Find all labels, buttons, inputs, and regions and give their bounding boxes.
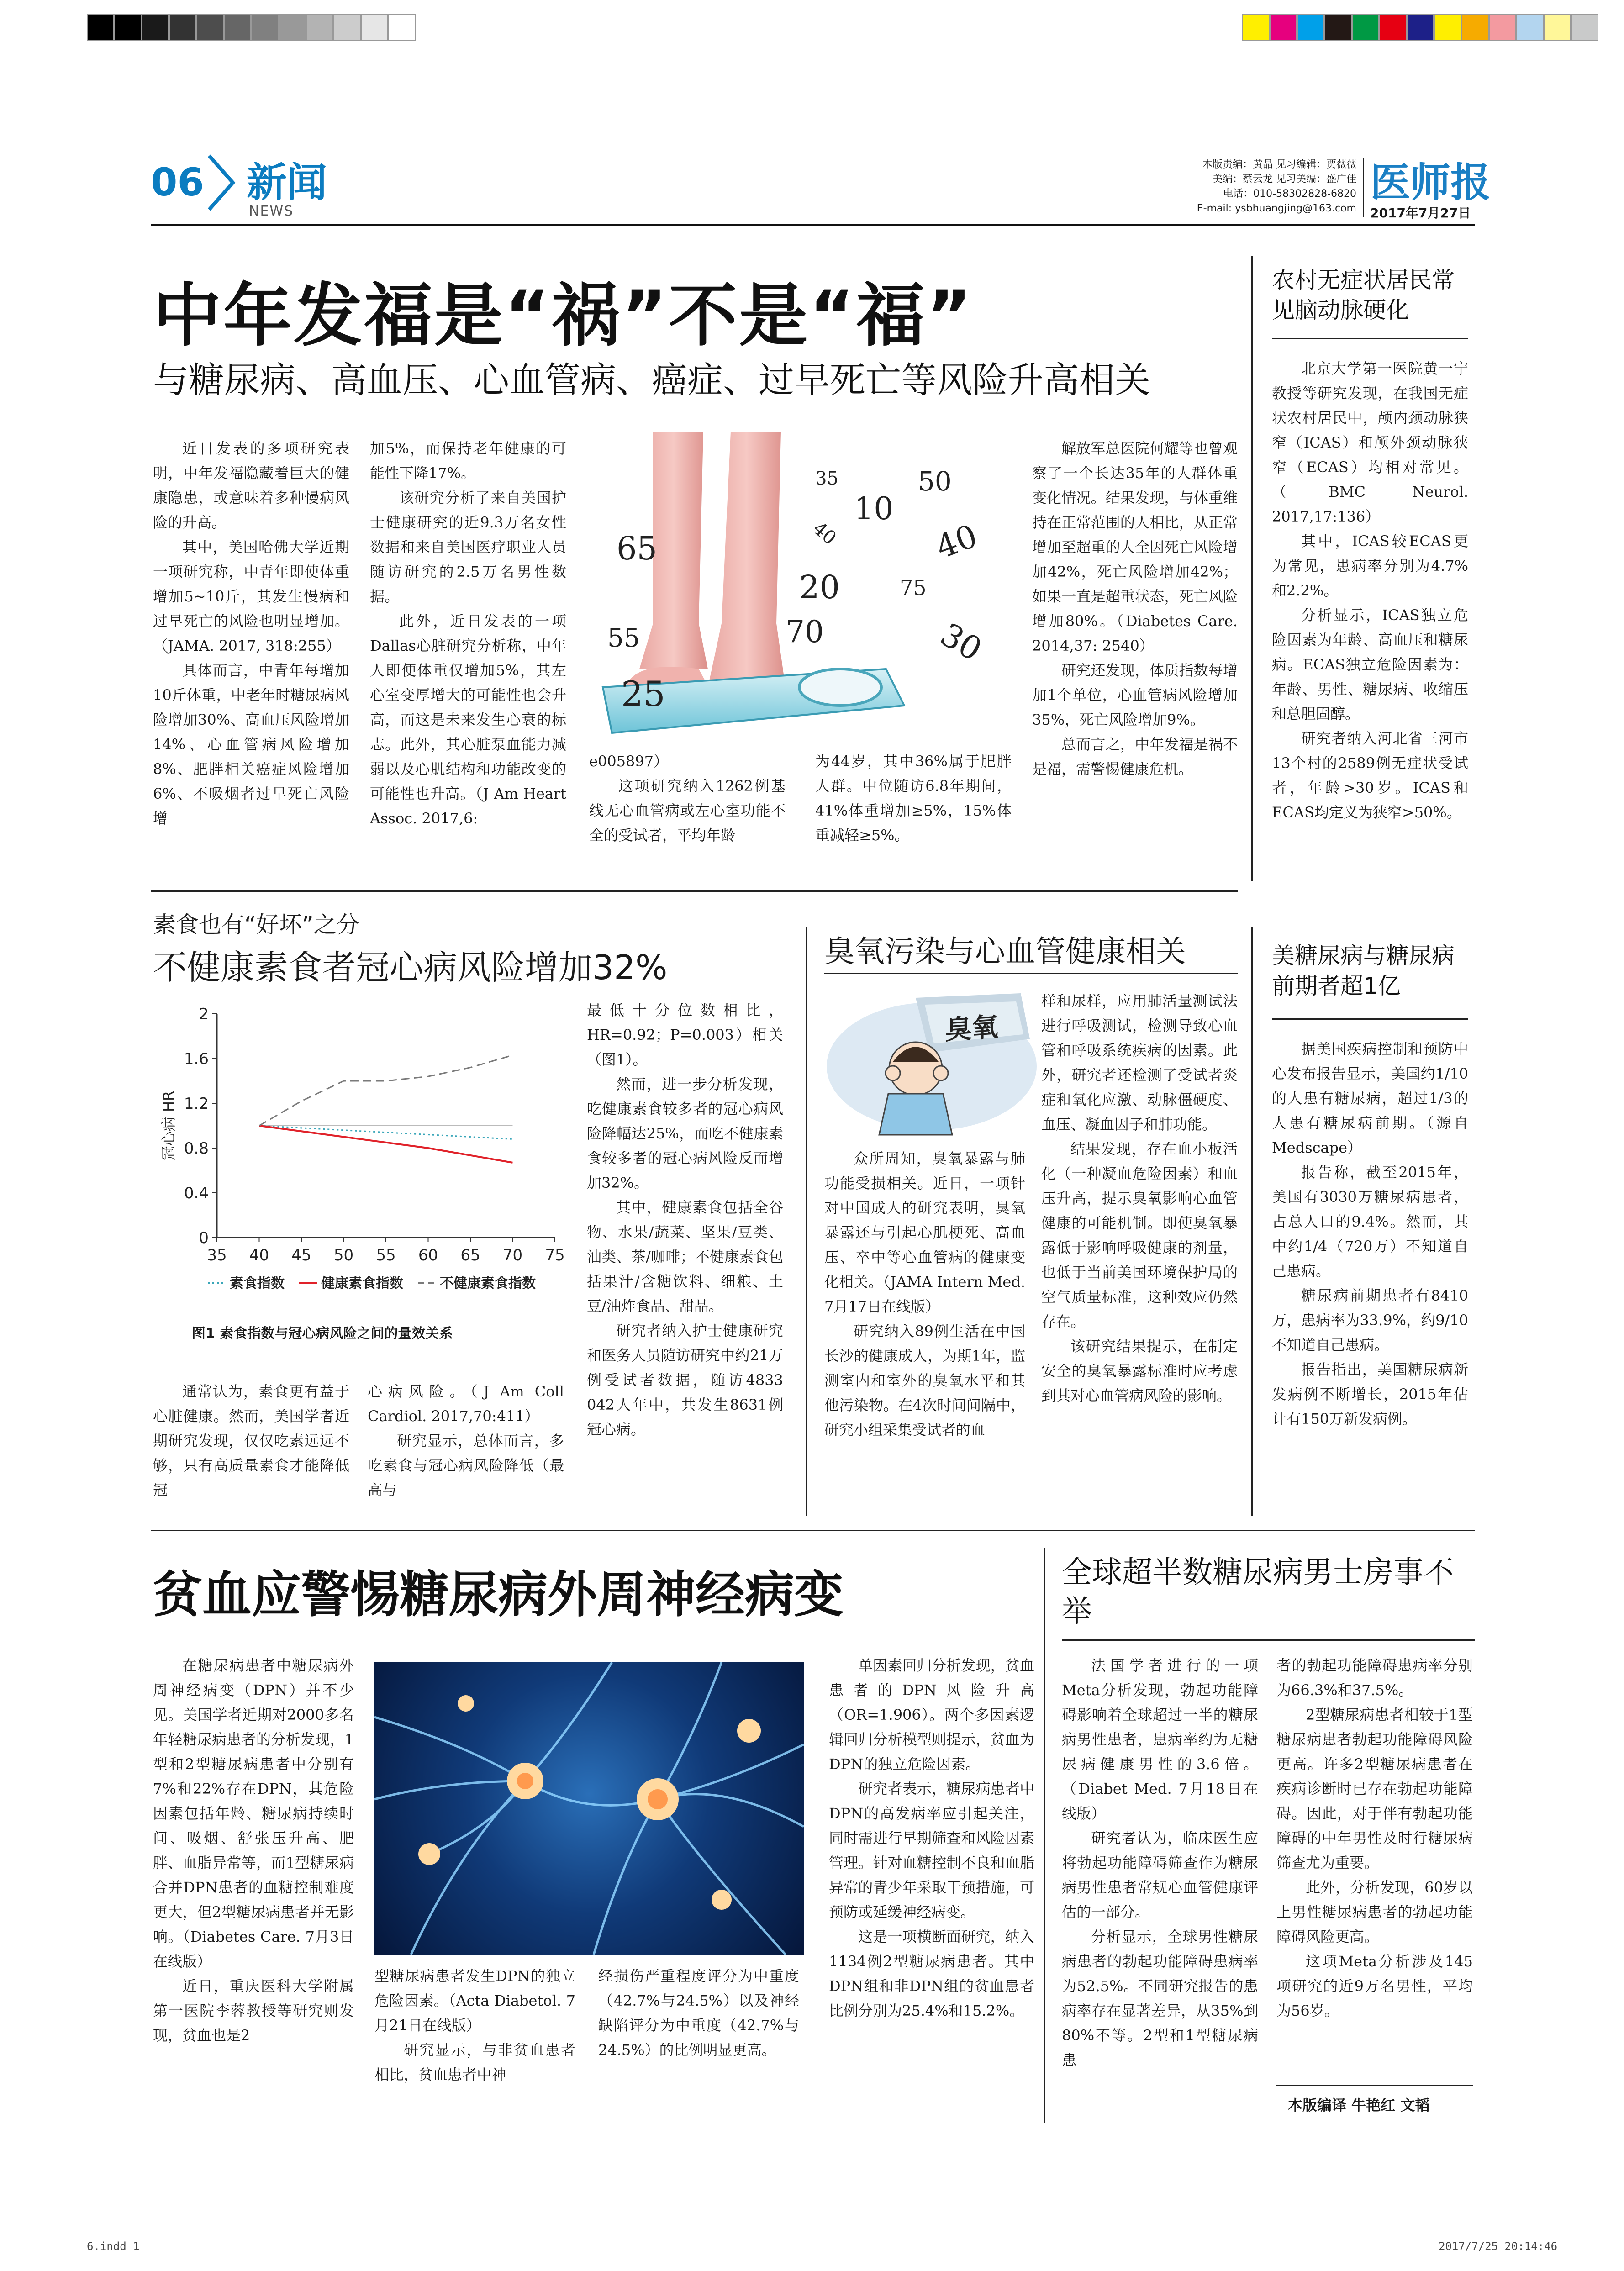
gray-swatch — [333, 14, 361, 41]
color-swatch — [1407, 14, 1434, 41]
y-tick-label: 1.6 — [184, 1050, 209, 1068]
article-subtitle: 与糖尿病、高血压、心血管病、癌症、过早死亡等风险升高相关 — [153, 360, 1151, 401]
paragraph: 报告指出，美国糖尿病新发病例不断增长，2015年估计有150万新发病例。 — [1272, 1361, 1468, 1428]
paragraph: 研究者纳入河北省三河市13个村的2589例无症状受试者，年龄>30岁。ICAS和ECAS均定义为狭窄>50%。 — [1272, 730, 1468, 821]
paragraph: 据美国疾病控制和预防中心发布报告显示，美国约1/10的人患有糖尿病，超过1/3的人患有糖尿病前期。（源自Medscape） — [1272, 1040, 1468, 1156]
scale-number: 35 — [815, 468, 838, 489]
article-column — [815, 749, 1012, 872]
article-column — [1032, 436, 1238, 875]
series-line — [259, 1055, 513, 1126]
x-tick-label: 50 — [333, 1246, 354, 1265]
gray-swatch — [388, 14, 416, 41]
gray-swatch — [224, 14, 251, 41]
sidebar-rule — [1272, 1018, 1468, 1020]
color-swatch — [1516, 14, 1544, 41]
paragraph: 这项研究纳入1262例基线无心血管病或左心室功能不全的受试者，平均年龄 — [589, 777, 786, 844]
paragraph: 研究还发现，体质指数每增加1个单位，心血管病风险增加35%，死亡风险增加9%。 — [1032, 662, 1238, 728]
paragraph: 总而言之，中年发福是祸不是福，需警惕健康危机。 — [1032, 736, 1238, 778]
article-column — [153, 1653, 354, 2123]
paragraph: 众所周知，臭氧暴露与肺功能受损相关。近日，一项针对中国成人的研究表明，臭氧暴露还与引起心肌梗死、高血压、卒中等心血管病的健康变化相关。（JAMA Intern Med. 7月17日在线版） — [824, 1150, 1025, 1315]
paragraph: 在糖尿病患者中糖尿病外周神经病变（DPN）并不少见。美国学者近期对2000多名年轻糖尿病患者的分析发现，1型和2型糖尿病患者中分别有7%和22%存在DPN，其危险因素包括年龄、糖尿病持续时间、吸烟、舒张压升高、肥胖、血脂异常等，而1型糖尿病合并DPN患者的血糖控制难度更大，但2型糖尿病患者并无影响。（Diabetes Care. 7月3日在线版） — [153, 1657, 354, 1970]
credit-line: 美编：蔡云龙 见习美编：盛广佳 — [1213, 174, 1356, 185]
paragraph: 者的勃起功能障碍患病率分别为66.3%和37.5%。 — [1276, 1657, 1473, 1699]
article-column — [1276, 1653, 1473, 2082]
x-tick-label: 45 — [291, 1246, 311, 1265]
scale-number: 40 — [809, 518, 840, 549]
byline-rule — [1276, 2085, 1473, 2086]
scale-illustration — [585, 432, 1018, 747]
paragraph: 研究显示，总体而言，多吃素食与冠心病风险降低（最高与 — [368, 1432, 564, 1499]
x-tick-label: 35 — [207, 1246, 227, 1265]
paragraph: 为44岁，其中36%属于肥胖人群。中位随访6.8年期间，41%体重增加≥5%，15%体重减轻≥5%。 — [815, 753, 1012, 844]
footer-filename: 6.indd 1 — [87, 2240, 140, 2253]
paragraph: 北京大学第一医院黄一宁教授等研究发现，在我国无症状农村居民中，颅内颈动脉狭窄（ICAS）和颅外颈动脉狭窄（ECAS）均相对常见。（BMC Neurol. 2017,17:136） — [1272, 360, 1468, 525]
paragraph: 然而，进一步分析发现，吃健康素食较多者的冠心病风险降幅达25%，而吃不健康素食较多者的冠心病风险反而增加32%。 — [587, 1075, 783, 1191]
color-swatch — [1297, 14, 1324, 41]
paragraph: 该研究结果提示，在制定安全的臭氧暴露标准时应考虑到其对心血管病风险的影响。 — [1041, 1338, 1238, 1404]
color-swatch — [1242, 14, 1270, 41]
color-calibration-bar — [1242, 14, 1598, 41]
paragraph: 此外，近日发表的一项Dallas心脏研究分析称，中年人即便体重仅增加5%，其左心室变厚增大的可能性也会升高，而这是未来发生心衰的标志。此外，其心脏泵血能力减弱以及心肌结构和功能改变的可能性也升高。（J Am Heart Assoc. 2017,6: — [370, 612, 566, 827]
article-column — [368, 1379, 564, 1516]
paragraph: 型糖尿病患者发生DPN的独立危险因素。（Acta Diabetol. 7月21日在线版） — [374, 1967, 575, 2034]
color-swatch — [1434, 14, 1461, 41]
color-swatch — [1352, 14, 1379, 41]
gray-swatch — [196, 14, 224, 41]
paragraph: 其中，健康素食包括全谷物、水果/蔬菜、坚果/豆类、油类、茶/咖啡；不健康素食包括果汁/含糖饮料、细粮、土豆/油炸食品、甜品。 — [587, 1199, 783, 1315]
column-divider — [1251, 927, 1253, 1516]
paragraph: 最低十分位数相比，HR=0.92；P=0.003）相关（图1）。 — [587, 1001, 783, 1068]
paragraph: 研究者表示，糖尿病患者中DPN的高发病率应引起关注，同时需进行早期筛查和风险因素管理。针对血糖控制不良和血脂异常的青少年采取干预措施，可预防或延缓神经病变。 — [829, 1780, 1034, 1921]
article-rule — [1062, 1639, 1475, 1641]
gray-swatch — [251, 14, 279, 41]
chevron-right-icon — [206, 153, 237, 212]
paragraph: e005897） — [589, 753, 669, 770]
sidebar-rule — [1272, 338, 1468, 339]
y-axis-label: 冠心病 HR — [160, 1091, 177, 1161]
paragraph: 研究者认为，临床医生应将勃起功能障碍筛查作为糖尿病男性患者常规心血管健康评估的一部分。 — [1062, 1829, 1258, 1921]
legend-label: 健康素食指数 — [321, 1275, 403, 1291]
paragraph: 此外，分析发现，60岁以上男性糖尿病患者的勃起功能障碍风险更高。 — [1276, 1879, 1473, 1945]
y-tick-label: 2 — [199, 1005, 209, 1023]
paragraph: 加5%，而保持老年健康的可能性下降17%。 — [370, 440, 566, 482]
legend-label: 不健康素食指数 — [440, 1275, 536, 1291]
scale-number: 25 — [621, 674, 665, 714]
paragraph: 近日，重庆医科大学附属第一医院李蓉教授等研究则发现，贫血也是2 — [153, 1977, 354, 2044]
y-tick-label: 0 — [199, 1229, 209, 1247]
y-tick-label: 0.8 — [184, 1139, 209, 1158]
issue-date: 2017年7月27日 — [1370, 205, 1471, 221]
scale-number: 40 — [931, 517, 982, 566]
paragraph: 解放军总医院何耀等也曾观察了一个长达35年的人群体重变化情况。结果发现，与体重维持在正常范围的人相比，从正常增加至超重的人全因死亡风险增加42%，死亡风险增加42%；如果一直是超重状态，死亡风险增加80%。（Diabetes Care. 2014,37: 2540） — [1032, 440, 1238, 654]
article-column — [1041, 989, 1238, 1516]
article-column — [374, 1964, 575, 2123]
paragraph: 法国学者进行的一项Meta分析发现，勃起功能障碍影响着全球超过一半的糖尿病男性患者，患病率约为无糖尿病健康男性的3.6倍。（Diabet Med. 7月18日在线版） — [1062, 1657, 1258, 1822]
figure-caption: 图1 素食指数与冠心病风险之间的量效关系 — [192, 1326, 453, 1342]
gray-swatch — [87, 14, 114, 41]
veg-index-chart — [153, 996, 578, 1306]
sidebar-title: 农村无症状居民常见脑动脉硬化 — [1272, 267, 1455, 323]
paragraph: 结果发现，存在血小板活化（一种凝血危险因素）和血压升高，提示臭氧影响心血管健康的可能机制。即使臭氧暴露低于影响呼吸健康的剂量，也低于当前美国环境保护局的空气质量标准，这种效应仍然存在。 — [1041, 1140, 1238, 1330]
article-column — [587, 998, 783, 1514]
x-tick-label: 60 — [418, 1246, 438, 1265]
article-title: 全球超半数糖尿病男士房事不举 — [1062, 1554, 1454, 1629]
gray-swatch — [142, 14, 169, 41]
paragraph: 样和尿样，应用肺活量测试法进行呼吸测试，检测导致心血管和呼吸系统疾病的因素。此外，研究者还检测了受试者炎症和氧化应激、动脉僵硬度、血压、凝血因子和肺功能。 — [1041, 992, 1238, 1133]
paragraph: 通常认为，素食更有益于心脏健康。然而，美国学者近期研究发现，仅仅吃素远远不够，只有高质量素食才能降低冠 — [153, 1383, 349, 1499]
paragraph: 这项Meta分析涉及145项研究的近9万名男性，平均为56岁。 — [1276, 1953, 1473, 2019]
article-column — [370, 436, 566, 875]
gray-swatch — [114, 14, 142, 41]
paper-logo: 医师报 — [1370, 158, 1491, 206]
column-divider — [1251, 256, 1253, 881]
scale-number: 30 — [934, 616, 988, 669]
scale-number: 50 — [918, 466, 952, 497]
credit-line: 本版责编：黄晶 见习编辑：贾薇薇 — [1202, 159, 1356, 170]
scale-number: 70 — [786, 614, 824, 649]
ozone-label: 臭氧 — [945, 1011, 999, 1046]
paragraph: 研究者纳入护士健康研究和医务人员随访研究中约21万例受试者数据，随访4833 042人年中，共发生8631例冠心病。 — [587, 1322, 783, 1438]
credit-line: 电话：010-58302828-6820 — [1223, 188, 1356, 200]
footer-timestamp: 2017/7/25 20:14:46 — [1439, 2240, 1558, 2253]
gray-swatch — [279, 14, 306, 41]
article-column — [829, 1653, 1034, 2123]
y-tick-label: 0.4 — [184, 1184, 209, 1202]
article-title: 中年发福是“祸”不是“福” — [153, 276, 974, 356]
section-subtitle: NEWS — [249, 203, 294, 219]
article-title: 贫血应警惕糖尿病外周神经病变 — [153, 1566, 844, 1623]
scale-number: 75 — [900, 575, 927, 600]
x-tick-label: 65 — [460, 1246, 480, 1265]
legend-label: 素食指数 — [230, 1275, 285, 1291]
article-column — [153, 1379, 349, 1516]
x-tick-label: 70 — [502, 1246, 523, 1265]
editor-credits — [1169, 158, 1356, 216]
paragraph: 糖尿病前期患者有8410万，患病率为33.9%，约9/10不知道自己患病。 — [1272, 1287, 1468, 1354]
paragraph: 分析显示，ICAS独立危险因素为年龄、高血压和糖尿病。ECAS独立危险因素为：年龄、男性、糖尿病、收缩压和总胆固醇。 — [1272, 606, 1468, 722]
scale-number: 55 — [607, 623, 640, 653]
paragraph: 这是一项横断面研究，纳入1134例2型糖尿病患者。其中DPN组和非DPN组的贫血患者比例分别为25.4%和15.2%。 — [829, 1928, 1034, 2019]
series-line — [259, 1126, 513, 1139]
article-column — [589, 749, 786, 872]
sidebar-body — [1272, 1037, 1468, 1516]
color-swatch — [1544, 14, 1571, 41]
scale-numbers — [585, 432, 1018, 747]
neuron-image — [374, 1662, 804, 1955]
scale-number: 65 — [617, 530, 658, 567]
section-rule — [151, 1530, 1475, 1531]
byline: 本版编译 牛艳红 文韬 — [1288, 2097, 1430, 2114]
column-divider — [806, 927, 807, 1516]
paragraph: 2型糖尿病患者相较于1型糖尿病患者勃起功能障碍风险更高。许多2型糖尿病患者在疾病诊断时已存在勃起功能障碍。因此，对于伴有勃起功能障碍的中年男性及时行糖尿病筛查尤为重要。 — [1276, 1706, 1473, 1871]
article-column — [1062, 1653, 1258, 2123]
color-swatch — [1489, 14, 1516, 41]
scale-number: 20 — [799, 569, 840, 606]
header-rule — [151, 224, 1475, 226]
article-column — [153, 436, 349, 875]
paragraph: 其中，美国哈佛大学近期一项研究称，中青年即使体重增加5~10斤，其发生慢病和过早死亡的风险也明显增加。（JAMA. 2017, 318:255） — [153, 538, 349, 654]
article-column — [598, 1964, 799, 2123]
y-tick-label: 1.2 — [184, 1095, 209, 1113]
sidebar-body — [1272, 356, 1468, 877]
article-title: 不健康素食者冠心病风险增加32% — [153, 948, 668, 987]
color-swatch — [1270, 14, 1297, 41]
page-number: 06 — [151, 160, 204, 205]
paragraph: 研究纳入89例生活在中国长沙的健康成人，为期1年，监测室内和室外的臭氧水平和其他污染物。在4次时间间隔中，研究小组采集受试者的血 — [824, 1323, 1025, 1438]
paragraph: 心病风险。（J Am Coll Cardiol. 2017,70:411） — [368, 1383, 564, 1425]
article-title: 臭氧污染与心血管健康相关 — [824, 934, 1186, 969]
paragraph: 分析显示，全球男性糖尿病患者的勃起功能障碍患病率为52.5%。不同研究报告的患病率存在显著差异，从35%到80%不等。2型和1型糖尿病患 — [1062, 1928, 1258, 2069]
article-rule — [824, 973, 1238, 974]
sidebar-title: 美糖尿病与糖尿病前期者超1亿 — [1272, 943, 1455, 999]
paragraph: 单因素回归分析发现，贫血患者的DPN风险升高（OR=1.906）。两个多因素逻辑回归分析模型则提示，贫血为DPN的独立危险因素。 — [829, 1657, 1034, 1773]
paragraph: 该研究分析了来自美国护士健康研究的近9.3万名女性数据和来自美国医疗职业人员随访研究的2.5万名男性数据。 — [370, 489, 566, 605]
gray-swatch — [169, 14, 196, 41]
paragraph: 近日发表的多项研究表明，中年发福隐藏着巨大的健康隐患，或意味着多种慢病风险的升高。 — [153, 440, 349, 531]
x-tick-label: 40 — [249, 1246, 269, 1265]
paragraph: 报告称，截至2015年，美国有3030万糖尿病患者，占总人口的9.4%。然而，其中约1/4（720万）不知道自己患病。 — [1272, 1164, 1468, 1280]
color-swatch — [1379, 14, 1407, 41]
color-swatch — [1461, 14, 1489, 41]
article-column — [824, 1146, 1025, 1516]
paragraph: 其中，ICAS较ECAS更为常见，患病率分别为4.7%和2.2%。 — [1272, 532, 1468, 599]
series-line — [259, 1126, 513, 1163]
article-kicker: 素食也有“好坏”之分 — [153, 912, 359, 938]
section-rule — [151, 890, 1238, 892]
grayscale-calibration-bar — [87, 14, 416, 41]
x-tick-label: 55 — [376, 1246, 396, 1265]
paragraph: 经损伤严重程度评分为中重度（42.7%与24.5%）以及神经缺陷评分为中重度（42.7%与24.5%）的比例明显更高。 — [598, 1967, 799, 2059]
column-divider — [1044, 1548, 1045, 2123]
paragraph: 具体而言，中青年每增加10斤体重，中老年时糖尿病风险增加30%、高血压风险增加14%、心血管病风险增加8%、肥胖相关癌症风险增加6%、不吸烟者过早死亡风险增 — [153, 662, 349, 827]
x-tick-label: 75 — [545, 1246, 565, 1265]
gray-swatch — [361, 14, 388, 41]
scale-number: 10 — [854, 491, 894, 527]
ozone-illustration — [824, 989, 1039, 1139]
credit-line: E-mail: ysbhuangjing@163.com — [1197, 203, 1356, 214]
header-divider — [1363, 158, 1364, 217]
gray-swatch — [306, 14, 333, 41]
section-title: 新闻 — [247, 159, 327, 206]
color-swatch — [1571, 14, 1598, 41]
paragraph: 研究显示，与非贫血患者相比，贫血患者中神 — [374, 2041, 575, 2083]
color-swatch — [1324, 14, 1352, 41]
